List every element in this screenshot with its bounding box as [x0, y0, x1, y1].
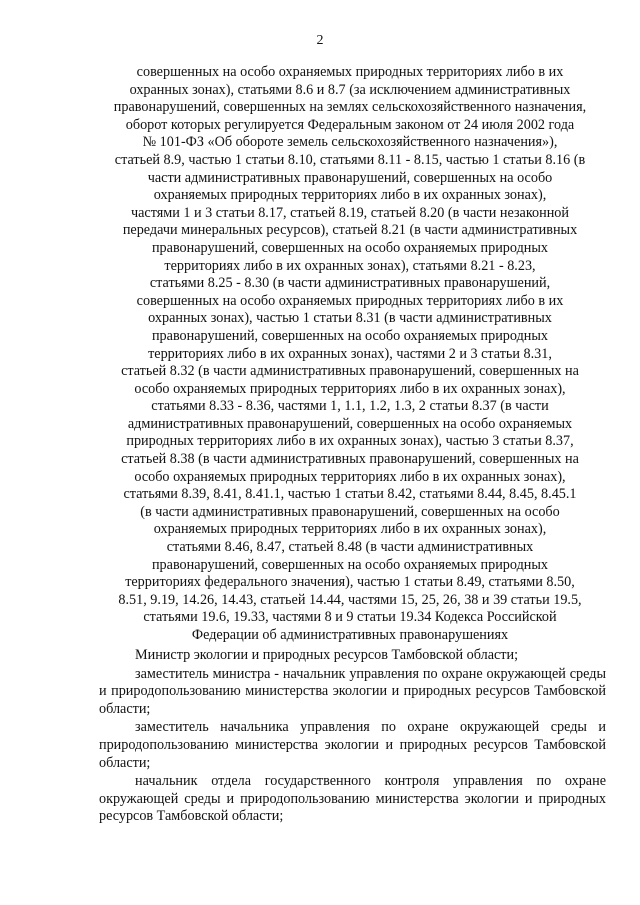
officials-list	[99, 647, 606, 826]
text-line: статьями 19.6, 19.33, частями 8 и 9 статьи 19.34 Кодекса Российской	[143, 609, 557, 626]
official-paragraph: начальник отдела государственного контроля управления по охране окружающей среды и природопользованию министерства экологии и природных ресурсов Тамбовской области;	[99, 773, 606, 825]
text-line: № 101-ФЗ «Об обороте земель сельскохозяйственного назначения»),	[142, 134, 558, 151]
text-line: совершенных на особо охраняемых природных территориях либо в их	[136, 292, 564, 309]
text-line: особо охраняемых природных территориях либо в их охранных зонах),	[134, 380, 566, 397]
text-line: статьей 8.38 (в части административных правонарушений, совершенных на	[121, 451, 579, 468]
text-line: территориях либо в их охранных зонах), статьями 8.21 - 8.23,	[164, 257, 536, 274]
text-line: правонарушений, совершенных на особо охраняемых природных	[151, 239, 549, 256]
page-number: 2	[316, 33, 324, 48]
text-line: территориях либо в их охранных зонах), частями 2 и 3 статьи 8.31,	[148, 345, 552, 362]
text-line: Федерации об административных правонарушениях	[191, 627, 509, 643]
text-line: правонарушений, совершенных на особо охраняемых природных	[151, 327, 549, 344]
text-line: статьями 8.46, 8.47, статьей 8.48 (в части административных	[166, 539, 534, 556]
text-line: охраняемых природных территориях либо в их охранных зонах),	[153, 187, 547, 204]
official-paragraph: заместитель начальника управления по охране окружающей среды и природопользованию министерства экологии и природных ресурсов Тамбовской области;	[99, 719, 606, 771]
text-line: 8.51, 9.19, 14.26, 14.43, статьей 14.44, частями 15, 25, 26, 38 и 39 статьи 19.5,	[118, 591, 582, 608]
text-line: административных правонарушений, совершенных на особо охраняемых	[127, 415, 573, 432]
text-line: территориях федерального значения), частью 1 статьи 8.49, статьями 8.50,	[125, 574, 575, 591]
text-line: статьями 8.25 - 8.30 (в части административных правонарушений,	[149, 275, 551, 292]
text-line: части административных правонарушений, совершенных на особо	[147, 169, 553, 186]
text-line: статьями 8.39, 8.41, 8.41.1, частью 1 статьи 8.42, статьями 8.44, 8.45, 8.45.1	[123, 486, 577, 503]
official-paragraph: Министр экологии и природных ресурсов Тамбовской области;	[135, 647, 519, 663]
text-line: правонарушений, совершенных на особо охраняемых природных	[151, 556, 549, 573]
text-line: совершенных на особо охраняемых природных территориях либо в их	[136, 64, 564, 80]
text-line: передачи минеральных ресурсов), статьей 8.21 (в части административных	[122, 222, 578, 239]
text-line: правонарушений, совершенных на землях сельскохозяйственного назначения,	[113, 99, 587, 116]
text-line: природных территориях либо в их охранных зонах), частью 3 статьи 8.37,	[126, 433, 574, 450]
text-line: охранных зонах), частью 1 статьи 8.31 (в части административных	[148, 310, 552, 327]
text-line: статьями 8.33 - 8.36, частями 1, 1.1, 1.2, 1.3, 2 статьи 8.37 (в части	[151, 398, 549, 415]
text-line: статьей 8.9, частью 1 статьи 8.10, статьями 8.11 - 8.15, частью 1 статьи 8.16 (в	[114, 151, 586, 168]
text-line: особо охраняемых природных территориях либо в их охранных зонах),	[134, 468, 566, 485]
article-list-block	[95, 64, 605, 645]
text-line: охранных зонах), статьями 8.6 и 8.7 (за исключением административных	[129, 81, 571, 98]
text-line: оборот которых регулируется Федеральным законом от 24 июля 2002 года	[125, 116, 575, 133]
official-paragraph: заместитель министра - начальник управления по охране окружающей среды и природопользованию министерства экологии и природных ресурсов Тамбовской области;	[99, 665, 606, 717]
text-line: охраняемых природных территориях либо в их охранных зонах),	[153, 521, 547, 538]
text-line: (в части административных правонарушений, совершенных на особо	[140, 503, 560, 520]
text-line: статьей 8.32 (в части административных правонарушений, совершенных на	[121, 363, 579, 380]
text-line: частями 1 и 3 статьи 8.17, статьей 8.19, статьей 8.20 (в части незаконной	[131, 204, 569, 221]
